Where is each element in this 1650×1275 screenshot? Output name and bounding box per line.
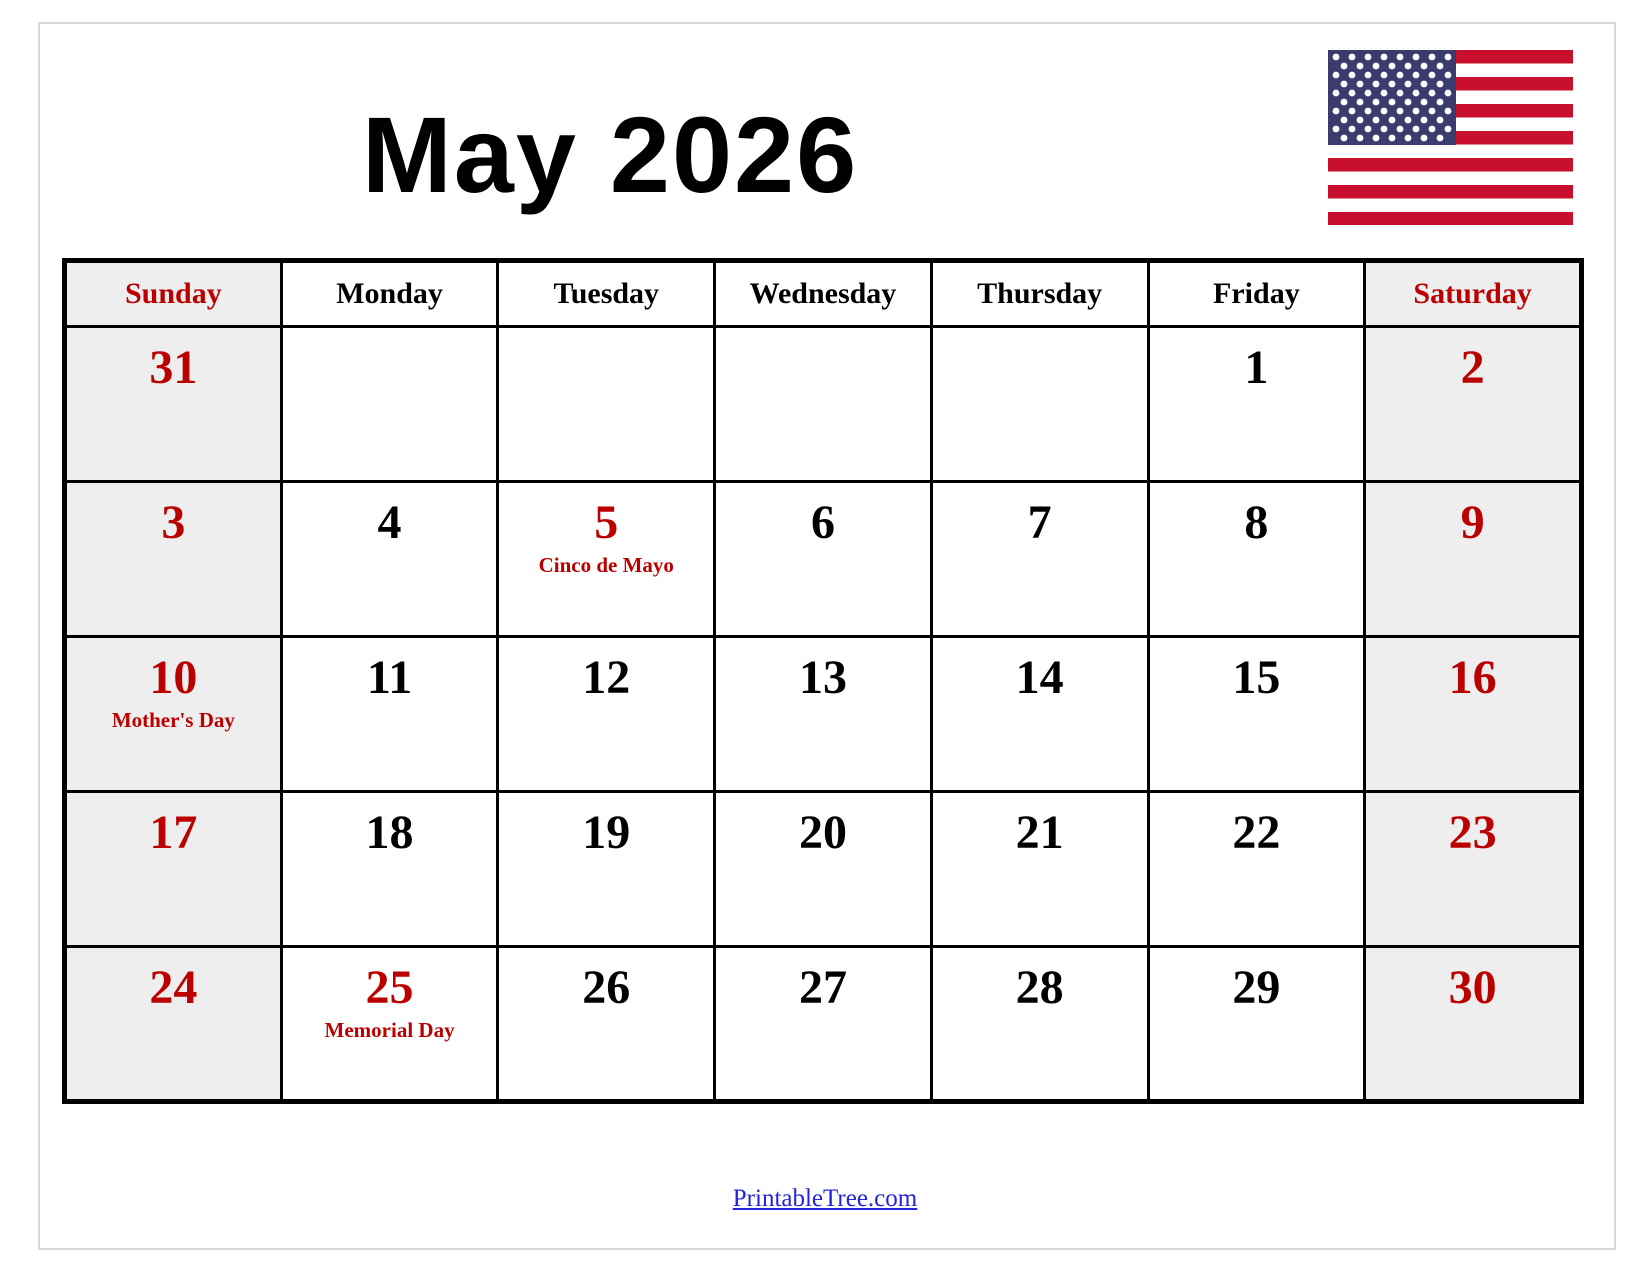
day-event — [1366, 396, 1579, 398]
weekday-header-row — [65, 261, 1582, 327]
footer — [0, 1185, 1650, 1213]
calendar-day-cell[interactable] — [1365, 792, 1582, 947]
calendar-day-cell[interactable] — [1365, 947, 1582, 1102]
day-event — [67, 1016, 280, 1018]
calendar-day-cell[interactable] — [498, 792, 715, 947]
calendar-day-cell[interactable] — [715, 637, 932, 792]
calendar-day-cell[interactable] — [65, 947, 282, 1102]
weekday-header-monday: Monday — [281, 261, 498, 327]
day-number: 8 — [1244, 496, 1269, 549]
calendar-day-cell[interactable] — [1365, 327, 1582, 482]
calendar-day-cell[interactable] — [65, 482, 282, 637]
weekday-header-thursday: Thursday — [931, 261, 1148, 327]
calendar-day-cell[interactable] — [498, 637, 715, 792]
calendar-day-cell[interactable] — [931, 792, 1148, 947]
calendar-day-cell[interactable] — [498, 327, 715, 482]
day-event — [499, 1016, 713, 1018]
calendar-day-cell[interactable] — [1148, 792, 1365, 947]
weekday-header-sunday: Sunday — [65, 261, 282, 327]
day-event — [933, 861, 1147, 863]
day-number — [499, 328, 713, 340]
weekday-header-wednesday: Wednesday — [715, 261, 932, 327]
calendar-week-row — [65, 482, 1582, 637]
calendar-day-cell[interactable] — [1148, 637, 1365, 792]
day-number: 29 — [1232, 961, 1281, 1014]
calendar-day-cell[interactable] — [1148, 482, 1365, 637]
calendar-day-cell[interactable] — [1148, 327, 1365, 482]
day-number: 12 — [582, 651, 631, 704]
day-event: Memorial Day — [324, 1018, 455, 1042]
day-event — [933, 551, 1147, 553]
calendar-day-cell[interactable] — [931, 637, 1148, 792]
day-number — [933, 328, 1147, 340]
day-event — [283, 551, 497, 553]
day-number: 17 — [149, 806, 198, 859]
calendar-day-cell[interactable] — [65, 637, 282, 792]
calendar-day-cell[interactable] — [65, 792, 282, 947]
calendar-day-cell[interactable] — [1365, 482, 1582, 637]
day-event — [499, 706, 713, 708]
day-number: 10 — [149, 651, 198, 704]
day-number: 7 — [1027, 496, 1052, 549]
calendar-day-cell[interactable] — [281, 327, 498, 482]
calendar-grid — [62, 258, 1584, 1104]
calendar-day-cell[interactable] — [715, 327, 932, 482]
day-event — [1366, 861, 1579, 863]
day-event — [1150, 551, 1364, 553]
day-event — [283, 706, 497, 708]
day-event — [1150, 396, 1364, 398]
calendar-day-cell[interactable] — [715, 482, 932, 637]
day-event — [67, 861, 280, 863]
day-number: 25 — [365, 961, 414, 1014]
day-number: 22 — [1232, 806, 1281, 859]
day-number: 4 — [377, 496, 402, 549]
day-event — [1150, 706, 1364, 708]
calendar-header — [60, 40, 1595, 240]
calendar-week-row — [65, 792, 1582, 947]
day-event — [1366, 551, 1579, 553]
day-event — [716, 861, 930, 863]
calendar-day-cell[interactable] — [715, 792, 932, 947]
calendar-week-row — [65, 327, 1582, 482]
calendar-day-cell[interactable] — [1148, 947, 1365, 1102]
day-number: 23 — [1448, 806, 1497, 859]
day-number: 31 — [149, 341, 198, 394]
day-event — [1366, 706, 1579, 708]
day-number: 6 — [810, 496, 835, 549]
day-number: 20 — [798, 806, 847, 859]
day-number: 1 — [1244, 341, 1269, 394]
day-event — [499, 340, 713, 342]
calendar-day-cell[interactable] — [1365, 637, 1582, 792]
footer-link[interactable]: PrintableTree.com — [732, 1185, 918, 1212]
day-number: 27 — [798, 961, 847, 1014]
calendar-day-cell[interactable] — [65, 327, 282, 482]
day-event — [716, 551, 930, 553]
day-number: 21 — [1015, 806, 1064, 859]
day-number: 30 — [1448, 961, 1497, 1014]
weekday-header-saturday: Saturday — [1365, 261, 1582, 327]
day-event: Mother's Day — [111, 708, 235, 732]
day-event — [716, 340, 930, 342]
day-number: 2 — [1460, 341, 1485, 394]
day-number: 19 — [582, 806, 631, 859]
day-number: 18 — [365, 806, 414, 859]
day-event — [933, 706, 1147, 708]
day-number: 13 — [798, 651, 847, 704]
calendar-day-cell[interactable] — [498, 947, 715, 1102]
calendar-day-cell[interactable] — [931, 327, 1148, 482]
calendar-day-cell[interactable] — [498, 482, 715, 637]
day-number: 14 — [1015, 651, 1064, 704]
day-event — [1150, 1016, 1364, 1018]
day-event — [67, 551, 280, 553]
calendar-week-row — [65, 637, 1582, 792]
day-number — [283, 328, 497, 340]
day-event — [1366, 1016, 1579, 1018]
weekday-header-friday: Friday — [1148, 261, 1365, 327]
day-number: 26 — [582, 961, 631, 1014]
day-number: 24 — [149, 961, 198, 1014]
day-number — [716, 328, 930, 340]
weekday-header-tuesday: Tuesday — [498, 261, 715, 327]
day-number: 15 — [1232, 651, 1281, 704]
day-number: 11 — [366, 651, 413, 704]
day-number: 16 — [1448, 651, 1497, 704]
calendar-day-cell[interactable] — [715, 947, 932, 1102]
calendar-day-cell[interactable] — [281, 947, 498, 1102]
day-event — [499, 861, 713, 863]
day-event — [716, 706, 930, 708]
calendar-day-cell[interactable] — [281, 792, 498, 947]
calendar-day-cell[interactable] — [931, 482, 1148, 637]
calendar-day-cell[interactable] — [281, 482, 498, 637]
day-event — [67, 396, 280, 398]
day-number: 5 — [594, 496, 619, 549]
calendar-day-cell[interactable] — [931, 947, 1148, 1102]
calendar-day-cell[interactable] — [281, 637, 498, 792]
day-event — [933, 340, 1147, 342]
day-number: 9 — [1460, 496, 1485, 549]
day-event — [283, 340, 497, 342]
day-number: 3 — [161, 496, 186, 549]
day-event: Cinco de Mayo — [538, 553, 674, 577]
day-event — [283, 861, 497, 863]
day-event — [1150, 861, 1364, 863]
day-number: 28 — [1015, 961, 1064, 1014]
day-event — [716, 1016, 930, 1018]
day-event — [933, 1016, 1147, 1018]
page-title: May 2026 — [361, 94, 859, 215]
us-flag-icon — [1328, 50, 1573, 225]
calendar-week-row — [65, 947, 1582, 1102]
